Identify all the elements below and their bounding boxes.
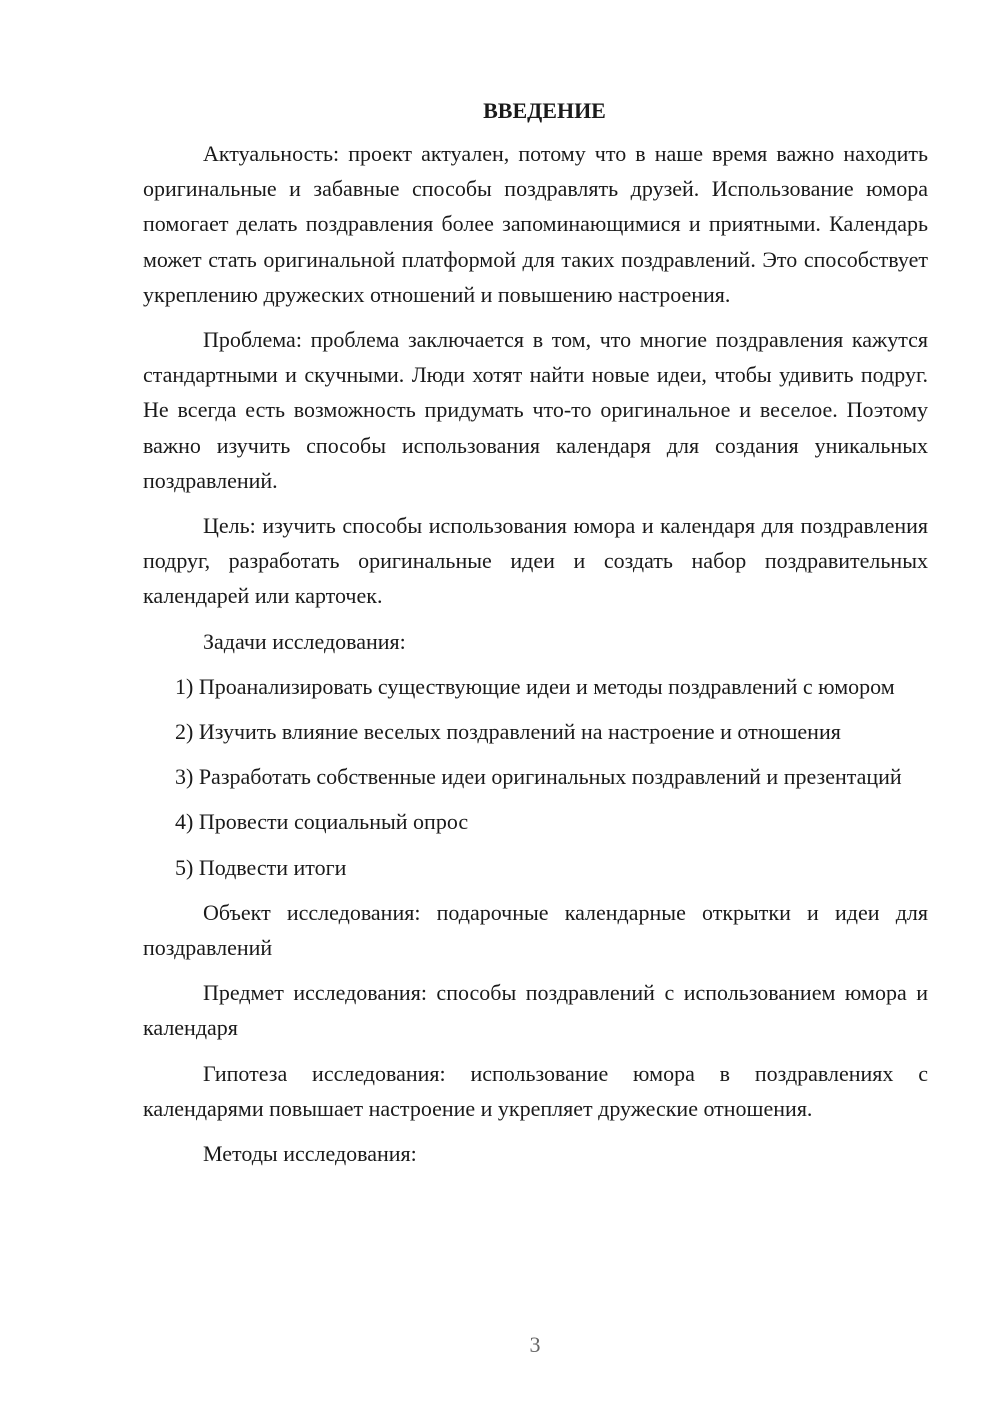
task-item-2: 2) Изучить влияние веселых поздравлений на настроение и отношения: [175, 719, 841, 745]
task-item-1: 1) Проанализировать существующие идеи и методы поздравлений с юмором: [175, 673, 895, 699]
page-number: 3: [529, 1332, 541, 1357]
paragraph-relevance: Актуальность: проект актуален, потому что в наше время важно находить оригинальные и забавные способы поздравлять друзей. Использование юмора помогает делать поздравления более запоминающимися и приятными. Календарь может стать оригинальной платформой для таких поздравлений. Это способствует укреплению дружеских отношений и повышению настроения.: [143, 141, 928, 307]
tasks-heading: Задачи исследования:: [203, 628, 406, 654]
paragraph-problem: Проблема: проблема заключается в том, что многие поздравления кажутся стандартными и скучными. Люди хотят найти новые идеи, чтобы удивить подруг. Не всегда есть возможность придумать что-то оригинальное и веселое. Поэтому важно изучить способы использования календаря для создания уникальных поздравлений.: [143, 327, 928, 493]
task-item-5: 5) Подвести итоги: [175, 854, 347, 880]
paragraph-subject: Предмет исследования: способы поздравлений с использованием юмора и календаря: [143, 980, 928, 1041]
task-item-4: 4) Провести социальный опрос: [175, 809, 469, 835]
paragraph-object: Объект исследования: подарочные календарные открытки и идеи для поздравлений: [143, 899, 928, 961]
document-body: [143, 96, 928, 1181]
page-title: ВВЕДЕНИЕ: [483, 98, 606, 123]
paragraph-goal: Цель: изучить способы использования юмора и календаря для поздравления подруг, разработать оригинальные идеи и создать набор поздравительных календарей или карточек.: [143, 513, 928, 609]
paragraph-hypothesis: Гипотеза исследования: использование юмора в поздравлениях с календарями повышает настроение и укрепляет дружеские отношения.: [143, 1060, 928, 1121]
task-item-3: 3) Разработать собственные идеи оригинальных поздравлений и презентаций: [175, 764, 902, 790]
methods-heading: Методы исследования:: [203, 1141, 417, 1167]
